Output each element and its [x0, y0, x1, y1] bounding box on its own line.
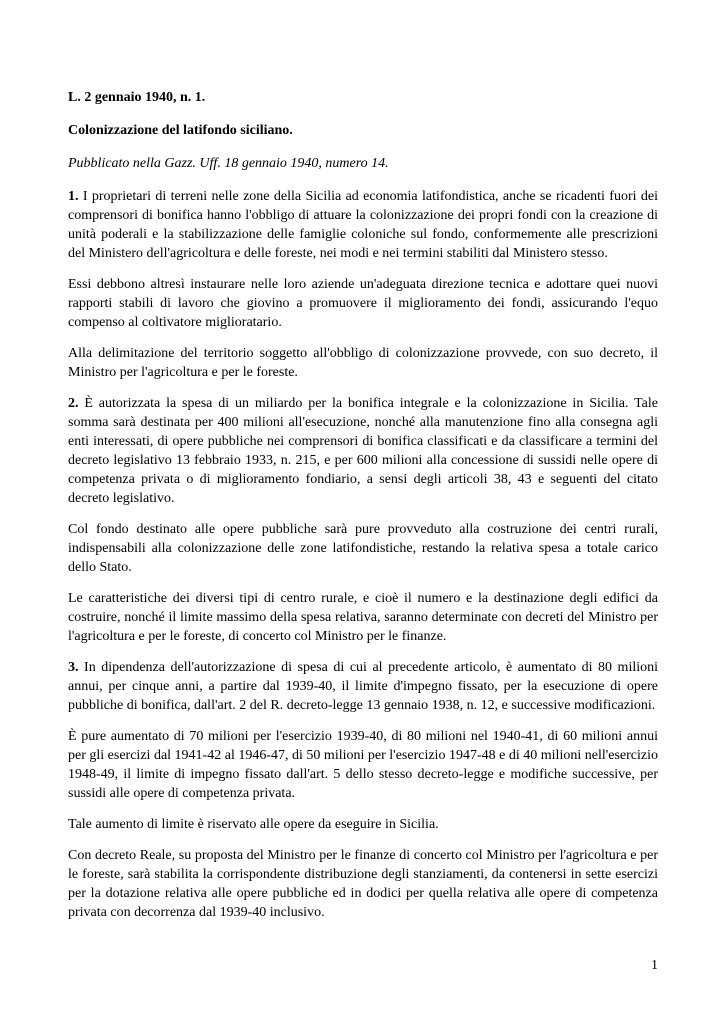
law-paragraph — [68, 658, 658, 715]
law-paragraph — [68, 815, 658, 834]
law-subject: Colonizzazione del latifondo siciliano. — [68, 123, 293, 138]
paragraph-text: Le caratteristiche dei diversi tipi di centro rurale, e cioè il numero e la destinazione degli edifici da costruire, nonché il limite massimo della spesa relativa, saranno determinate con decreti del Ministro per l'agricoltura e per le foreste, di concerto col Ministro per le finanze. — [68, 591, 658, 644]
law-paragraph — [68, 727, 658, 803]
paragraph-text: È pure aumentato di 70 milioni per l'esercizio 1939-40, di 80 milioni nel 1940-41, di 60 milioni annui per gli esercizi dal 1941-42 al 1946-47, di 50 milioni per l'esercizio 1947-48 e di 40 milioni nell'esercizio 1948-49, il limite di impegno fissato dall'art. 5 dello stesso decreto-legge e modifiche successive, per sussidi alle opere di competenza privata. — [68, 729, 658, 801]
law-paragraph — [68, 589, 658, 646]
paragraph-text: Con decreto Reale, su proposta del Ministro per le finanze di concerto col Ministro per l'agricoltura e per le foreste, sarà stabilita la corrispondente distribuzione degli stanziamenti, da contenersi in sette esercizi per la dotazione relativa alle opere pubbliche ed in dodici per quella relativa alle opere di competenza privata con decorrenza dal 1939-40 inclusivo. — [68, 848, 658, 920]
law-paragraph — [68, 846, 658, 922]
law-paragraph — [68, 187, 658, 263]
paragraph-text: È autorizzata la spesa di un miliardo per la bonifica integrale e la colonizzazione in Sicilia. Tale somma sarà destinata per 400 milioni all'esecuzione, nonché alla manutenzione fino alla consegna agli enti interessati, di opere pubbliche nei comprensori di bonifica classificati e da classificare a termini del decreto legislativo 13 febbraio 1933, n. 215, e per 600 milioni alla concessione di sussidi nelle opere di competenza privata o di miglioramento fondiario, a sensi degli articoli 38, 43 e seguenti del citato decreto legislativo. — [68, 396, 658, 506]
document-content — [68, 88, 658, 934]
paragraph-text: Alla delimitazione del territorio soggetto all'obbligo di colonizzazione provvede, con suo decreto, il Ministro per l'agricoltura e per le foreste. — [68, 346, 658, 380]
law-paragraph — [68, 275, 658, 332]
paragraph-text: Essi debbono altresì instaurare nelle loro aziende un'adeguata direzione tecnica e adottare quei nuovi rapporti stabili di lavoro che giovino a promuovere il miglioramento dei fondi, assicurando l'equo compenso al coltivatore miglioratario. — [68, 277, 658, 330]
law-paragraph — [68, 394, 658, 508]
law-paragraph — [68, 344, 658, 382]
paragraph-text: Tale aumento di limite è riservato alle opere da eseguire in Sicilia. — [68, 817, 439, 832]
article-number: 3. — [68, 660, 79, 675]
law-title: L. 2 gennaio 1940, n. 1. — [68, 90, 206, 105]
paragraph-text: Col fondo destinato alle opere pubbliche sarà pure provveduto alla costruzione dei centri rurali, indispensabili alla colonizzazione delle zone latifondistiche, restando la relativa spesa a totale carico dello Stato. — [68, 522, 658, 575]
law-paragraph — [68, 520, 658, 577]
paragraph-text: I proprietari di terreni nelle zone della Sicilia ad economia latifondistica, anche se ricadenti fuori dei comprensori di bonifica hanno l'obbligo di attuare la colonizzazione dei propri fondi con la creazione di unità poderali e la stabilizzazione delle famiglie coloniche sul fondo, conformemente alle prescrizioni del Ministero dell'agricoltura e delle foreste, nei modi e nei termini stabiliti dal Ministero stesso. — [68, 189, 658, 261]
publication-note: Pubblicato nella Gazz. Uff. 18 gennaio 1940, numero 14. — [68, 156, 389, 171]
page-number: 1 — [651, 958, 658, 973]
article-number: 2. — [68, 396, 79, 411]
article-number: 1. — [68, 189, 79, 204]
paragraph-text: In dipendenza dell'autorizzazione di spesa di cui al precedente articolo, è aumentato di 80 milioni annui, per cinque anni, a partire dal 1939-40, il limite d'impegno fissato, per la esecuzione di opere pubbliche di bonifica, dall'art. 2 del R. decreto-legge 13 gennaio 1938, n. 12, e successive modificazioni. — [68, 660, 658, 713]
